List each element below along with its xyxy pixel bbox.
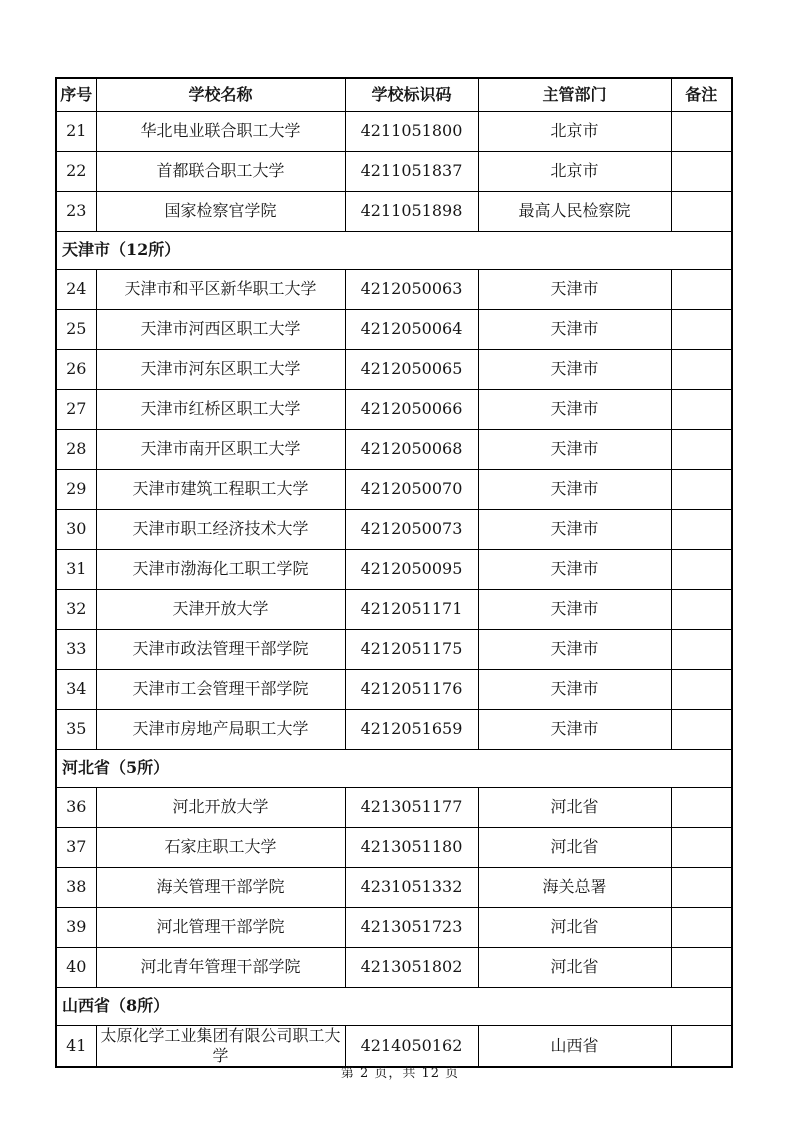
cell-code: 4211051837 <box>345 151 478 191</box>
table-row <box>56 629 732 669</box>
cell-note <box>671 429 732 469</box>
section-label: 天津市（12所） <box>56 231 732 269</box>
cell-name: 太原化学工业集团有限公司职工大学 <box>96 1025 345 1067</box>
cell-dept: 山西省 <box>478 1025 671 1067</box>
schools-table <box>55 77 733 1068</box>
cell-name: 天津市职工经济技术大学 <box>96 509 345 549</box>
cell-dept: 北京市 <box>478 111 671 151</box>
cell-dept: 天津市 <box>478 549 671 589</box>
section-row <box>56 987 732 1025</box>
cell-name: 石家庄职工大学 <box>96 827 345 867</box>
cell-dept: 天津市 <box>478 669 671 709</box>
cell-note <box>671 509 732 549</box>
cell-no: 23 <box>56 191 96 231</box>
cell-note <box>671 309 732 349</box>
cell-name: 国家检察官学院 <box>96 191 345 231</box>
cell-name: 天津市河西区职工大学 <box>96 309 345 349</box>
cell-code: 4212051659 <box>345 709 478 749</box>
cell-code: 4212050073 <box>345 509 478 549</box>
cell-note <box>671 787 732 827</box>
cell-no: 30 <box>56 509 96 549</box>
cell-name: 天津市渤海化工职工学院 <box>96 549 345 589</box>
cell-no: 33 <box>56 629 96 669</box>
table-row <box>56 429 732 469</box>
table-row <box>56 907 732 947</box>
table-header-row <box>56 78 732 111</box>
cell-note <box>671 947 732 987</box>
cell-dept: 天津市 <box>478 469 671 509</box>
cell-code: 4213051802 <box>345 947 478 987</box>
cell-note <box>671 709 732 749</box>
table-row <box>56 309 732 349</box>
cell-code: 4213051180 <box>345 827 478 867</box>
cell-dept: 最高人民检察院 <box>478 191 671 231</box>
cell-no: 34 <box>56 669 96 709</box>
cell-note <box>671 827 732 867</box>
table-row <box>56 669 732 709</box>
cell-dept: 河北省 <box>478 947 671 987</box>
cell-no: 39 <box>56 907 96 947</box>
table-row <box>56 509 732 549</box>
table-row <box>56 349 732 389</box>
cell-no: 36 <box>56 787 96 827</box>
cell-note <box>671 589 732 629</box>
section-label: 河北省（5所） <box>56 749 732 787</box>
section-row <box>56 231 732 269</box>
column-header: 学校名称 <box>96 78 345 111</box>
cell-code: 4212050070 <box>345 469 478 509</box>
cell-note <box>671 269 732 309</box>
cell-note <box>671 1025 732 1067</box>
cell-code: 4213051723 <box>345 907 478 947</box>
cell-code: 4212051175 <box>345 629 478 669</box>
cell-dept: 河北省 <box>478 827 671 867</box>
cell-name: 河北青年管理干部学院 <box>96 947 345 987</box>
cell-code: 4212050065 <box>345 349 478 389</box>
cell-no: 27 <box>56 389 96 429</box>
cell-name: 天津开放大学 <box>96 589 345 629</box>
cell-code: 4212050064 <box>345 309 478 349</box>
cell-note <box>671 389 732 429</box>
cell-code: 4211051800 <box>345 111 478 151</box>
column-header: 学校标识码 <box>345 78 478 111</box>
cell-no: 26 <box>56 349 96 389</box>
cell-dept: 天津市 <box>478 309 671 349</box>
cell-dept: 天津市 <box>478 589 671 629</box>
cell-code: 4212051176 <box>345 669 478 709</box>
table-row <box>56 389 732 429</box>
cell-note <box>671 151 732 191</box>
cell-no: 21 <box>56 111 96 151</box>
cell-name: 天津市房地产局职工大学 <box>96 709 345 749</box>
cell-note <box>671 191 732 231</box>
cell-no: 37 <box>56 827 96 867</box>
cell-dept: 河北省 <box>478 907 671 947</box>
cell-note <box>671 629 732 669</box>
cell-note <box>671 111 732 151</box>
cell-dept: 北京市 <box>478 151 671 191</box>
table-row <box>56 709 732 749</box>
cell-dept: 天津市 <box>478 509 671 549</box>
cell-code: 4212050063 <box>345 269 478 309</box>
table-row <box>56 589 732 629</box>
cell-name: 河北开放大学 <box>96 787 345 827</box>
cell-name: 天津市建筑工程职工大学 <box>96 469 345 509</box>
column-header: 备注 <box>671 78 732 111</box>
cell-no: 31 <box>56 549 96 589</box>
cell-code: 4212050095 <box>345 549 478 589</box>
cell-name: 天津市南开区职工大学 <box>96 429 345 469</box>
cell-no: 40 <box>56 947 96 987</box>
cell-name: 海关管理干部学院 <box>96 867 345 907</box>
cell-code: 4213051177 <box>345 787 478 827</box>
cell-no: 22 <box>56 151 96 191</box>
cell-code: 4212050068 <box>345 429 478 469</box>
cell-code: 4231051332 <box>345 867 478 907</box>
table-row <box>56 269 732 309</box>
cell-dept: 天津市 <box>478 429 671 469</box>
table-row <box>56 151 732 191</box>
cell-note <box>671 549 732 589</box>
cell-dept: 天津市 <box>478 269 671 309</box>
table-row <box>56 947 732 987</box>
cell-name: 河北管理干部学院 <box>96 907 345 947</box>
cell-no: 38 <box>56 867 96 907</box>
table-row <box>56 469 732 509</box>
cell-note <box>671 349 732 389</box>
cell-dept: 天津市 <box>478 629 671 669</box>
cell-no: 28 <box>56 429 96 469</box>
table-row <box>56 549 732 589</box>
table-row <box>56 867 732 907</box>
cell-note <box>671 867 732 907</box>
table-body <box>56 111 732 1067</box>
cell-code: 4212050066 <box>345 389 478 429</box>
cell-name: 首都联合职工大学 <box>96 151 345 191</box>
cell-no: 32 <box>56 589 96 629</box>
cell-note <box>671 907 732 947</box>
cell-code: 4214050162 <box>345 1025 478 1067</box>
section-label: 山西省（8所） <box>56 987 732 1025</box>
cell-name: 天津市和平区新华职工大学 <box>96 269 345 309</box>
cell-code: 4212051171 <box>345 589 478 629</box>
column-header: 序号 <box>56 78 96 111</box>
cell-note <box>671 469 732 509</box>
cell-dept: 天津市 <box>478 349 671 389</box>
cell-name: 天津市红桥区职工大学 <box>96 389 345 429</box>
page-number: 第 2 页，共 12 页 <box>340 1066 460 1081</box>
column-header: 主管部门 <box>478 78 671 111</box>
cell-dept: 天津市 <box>478 389 671 429</box>
cell-no: 25 <box>56 309 96 349</box>
table-row <box>56 191 732 231</box>
cell-note <box>671 669 732 709</box>
cell-name: 天津市工会管理干部学院 <box>96 669 345 709</box>
cell-dept: 河北省 <box>478 787 671 827</box>
table-row <box>56 1025 732 1067</box>
cell-no: 35 <box>56 709 96 749</box>
table-row <box>56 827 732 867</box>
cell-name: 天津市河东区职工大学 <box>96 349 345 389</box>
cell-dept: 天津市 <box>478 709 671 749</box>
cell-code: 4211051898 <box>345 191 478 231</box>
cell-dept: 海关总署 <box>478 867 671 907</box>
cell-name: 华北电业联合职工大学 <box>96 111 345 151</box>
section-row <box>56 749 732 787</box>
table-row <box>56 111 732 151</box>
cell-no: 41 <box>56 1025 96 1067</box>
cell-no: 29 <box>56 469 96 509</box>
table-row <box>56 787 732 827</box>
cell-no: 24 <box>56 269 96 309</box>
cell-name: 天津市政法管理干部学院 <box>96 629 345 669</box>
